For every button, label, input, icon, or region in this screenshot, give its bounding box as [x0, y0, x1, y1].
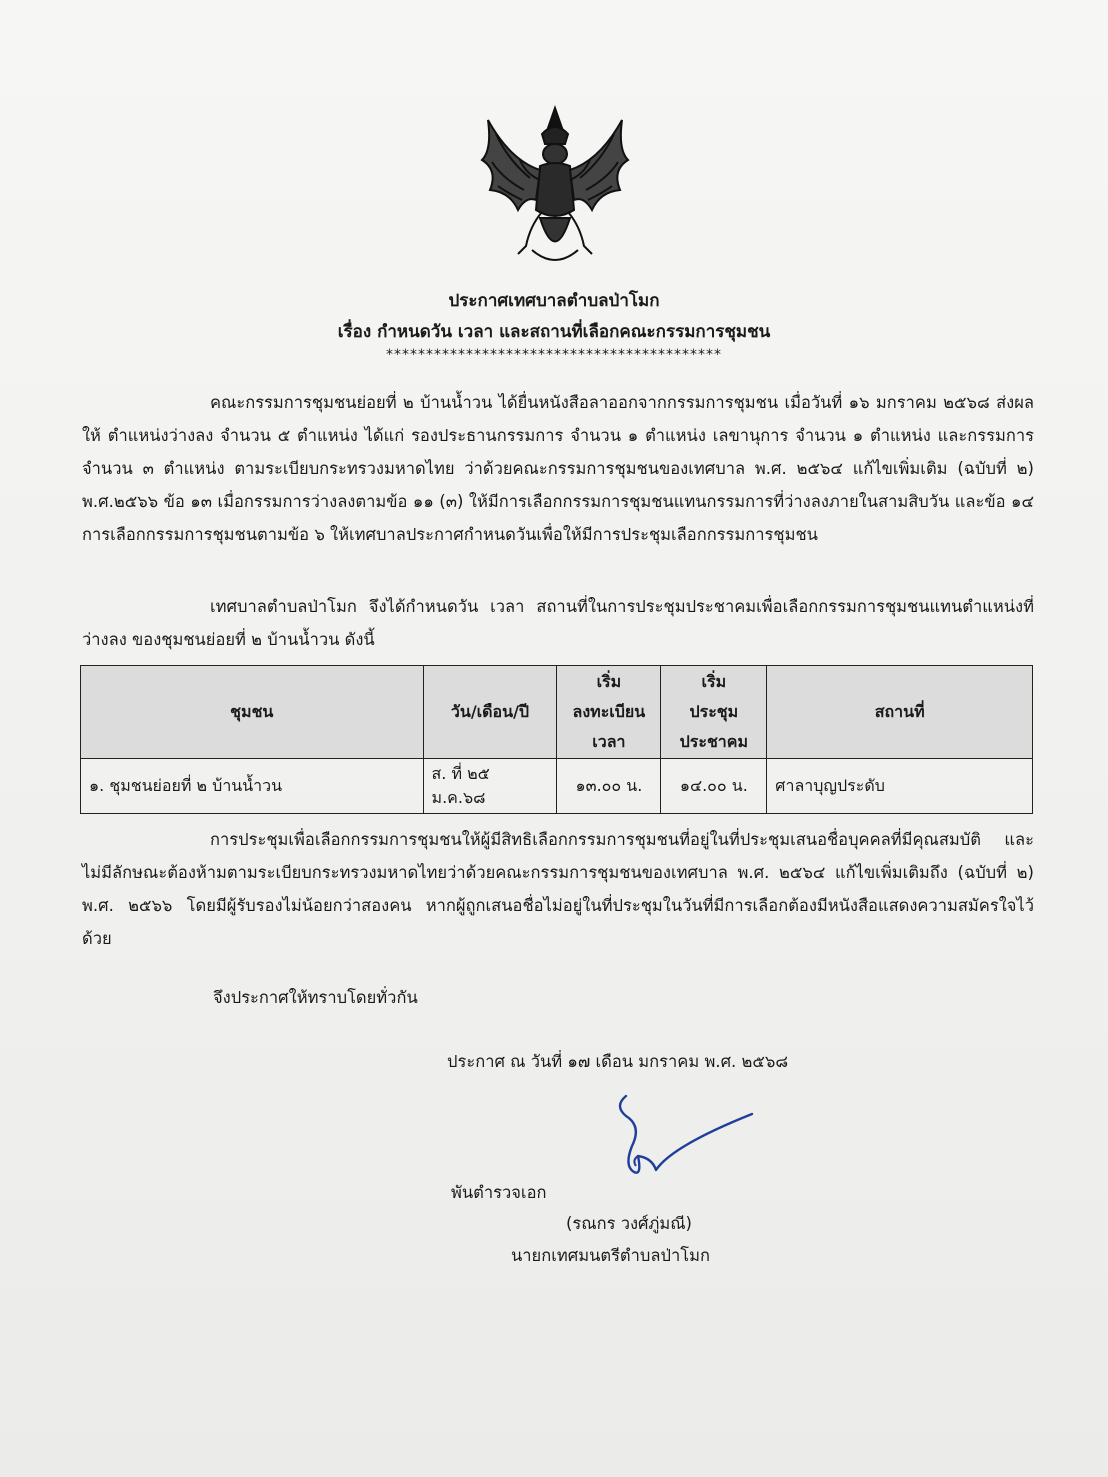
- header-meeting-line-3: ประชาคม: [679, 732, 749, 751]
- table-header-row: [81, 666, 1033, 759]
- signer-rank: พันตำรวจเอก: [451, 1183, 547, 1202]
- paragraph-2-text: เทศบาลตำบลป่าโมก จึงได้กำหนดวัน เวลา สถานที่ในการประชุมประชาคมเพื่อเลือกกรรมการชุมชนแทนตำแหน่งที่ว่างลง ของชุมชนย่อยที่ ๒ บ้านน้ำวน ดังนี้: [82, 597, 1034, 649]
- announcement-line: จึงประกาศให้ทราบโดยทั่วกัน: [213, 988, 418, 1007]
- signer-position: นายกเทศมนตรีตำบลป่าโมก: [511, 1246, 710, 1265]
- paragraph-1-text: คณะกรรมการชุมชนย่อยที่ ๒ บ้านน้ำวน ได้ยื่นหนังสือลาออกจากกรรมการชุมชน เมื่อวันที่ ๑๖ มกราคม ๒๕๖๘ ส่งผลให้ ตำแหน่งว่างลง จำนวน ๕ ตำแหน่ง ได้แก่ รองประธานกรรมการ จำนวน ๑ ตำแหน่ง เลขานุการ จำนวน ๑ ตำแหน่ง และกรรมการ จำนวน ๓ ตำแหน่ง ตามระเบียบกระทรวงมหาดไทย ว่าด้วยคณะกรรมการชุมชนของเทศบาล พ.ศ. ๒๕๖๔ แก้ไขเพิ่มเติม (ฉบับที่ ๒) พ.ศ.๒๕๖๖ ข้อ ๑๓ เมื่อกรรมการว่างลงตามข้อ ๑๑ (๓) ให้มีการเลือกกรรมการชุมชนแทนกรรมการที่ว่างลงภายในสามสิบวัน และข้อ ๑๔ การเลือกกรรมการชุมชนตามข้อ ๖ ให้เทศบาลประกาศกำหนดวันเพื่อให้มีการประชุมเลือกกรรมการชุมชน: [82, 393, 1034, 544]
- paragraph-1: [82, 386, 1034, 551]
- header-register-time: [557, 666, 661, 759]
- date-line: ประกาศ ณ วันที่ ๑๗ เดือน มกราคม พ.ศ. ๒๕๖๘: [447, 1052, 789, 1071]
- signer-name: (รณกร วงศ์ภู่มณี): [566, 1214, 692, 1233]
- cell-place: ศาลาบุญประดับ: [767, 759, 1033, 814]
- cell-community: ๑. ชุมชนย่อยที่ ๒ บ้านน้ำวน: [81, 759, 424, 814]
- cell-register-time: ๑๓.๐๐ น.: [557, 759, 661, 814]
- garuda-emblem-icon: [470, 100, 640, 270]
- document-subject: เรื่อง กำหนดวัน เวลา และสถานที่เลือกคณะกรรมการชุมชน: [337, 322, 771, 342]
- cell-meeting-time: ๑๔.๐๐ น.: [661, 759, 767, 814]
- header-register-line-3: เวลา: [592, 732, 626, 751]
- header-place: สถานที่: [767, 666, 1033, 759]
- header-register-line-2: ลงทะเบียน: [572, 702, 646, 721]
- document-title: ประกาศเทศบาลตำบลป่าโมก: [448, 291, 660, 311]
- header-register-line-1: เริ่ม: [596, 672, 622, 691]
- header-meeting-line-1: เริ่ม: [701, 672, 727, 691]
- header-meeting-line-2: ประชุม: [689, 702, 739, 721]
- signature-icon: [612, 1086, 762, 1186]
- separator-line: ******************************************: [386, 347, 722, 363]
- header-community: ชุมชน: [81, 666, 424, 759]
- header-date: วัน/เดือน/ปี: [423, 666, 557, 759]
- paragraph-3: [82, 823, 1034, 955]
- header-meeting-time: [661, 666, 767, 759]
- schedule-table: [80, 665, 1033, 814]
- paragraph-3-text: การประชุมเพื่อเลือกกรรมการชุมชนให้ผู้มีสิทธิเลือกกรรมการชุมชนที่อยู่ในที่ประชุมเสนอชื่อบุคคลที่มีคุณสมบัติ และไม่มีลักษณะต้องห้ามตามระเบียบกระทรวงมหาดไทยว่าด้วยคณะกรรมการชุมชนของเทศบาล พ.ศ. ๒๕๖๔ แก้ไขเพิ่มเติมถึง (ฉบับที่ ๒) พ.ศ. ๒๕๖๖ โดยมีผู้รับรองไม่น้อยกว่าสองคน หากผู้ถูกเสนอชื่อไม่อยู่ในที่ประชุมในวันที่มีการเลือกต้องมีหนังสือแสดงความสมัครใจไว้ด้วย: [82, 830, 1034, 948]
- paragraph-2: [82, 590, 1034, 656]
- cell-date: ส. ที่ ๒๕ ม.ค.๖๘: [423, 759, 557, 814]
- table-row: [81, 759, 1033, 814]
